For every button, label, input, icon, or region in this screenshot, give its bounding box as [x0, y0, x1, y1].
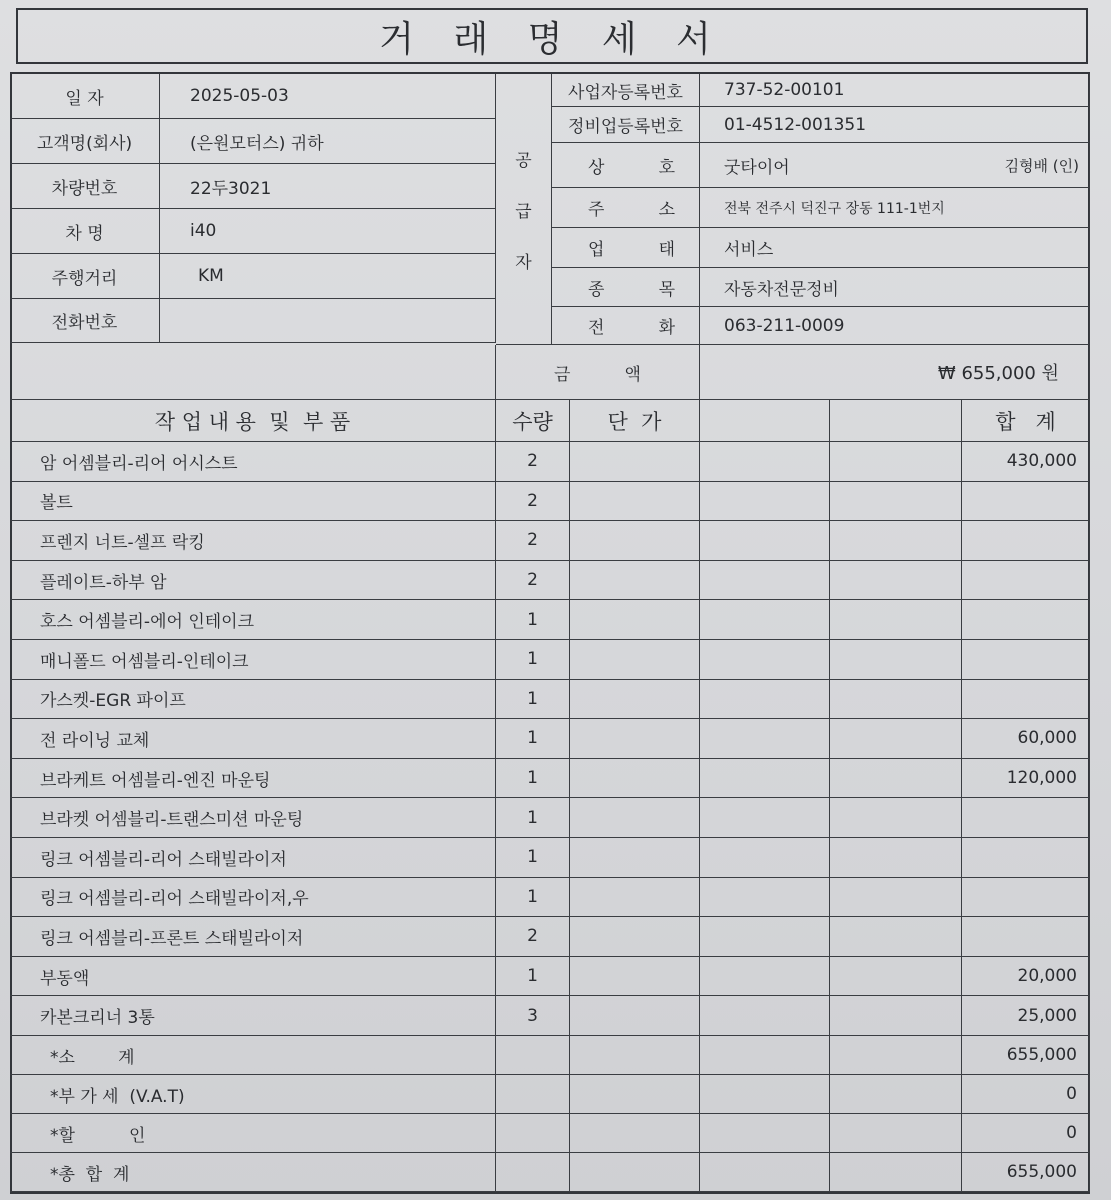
item-description: 브라켓 어셈블리-트랜스미션 마운팅	[10, 798, 496, 838]
summary-label: *할 인	[10, 1114, 496, 1153]
item-unit-price	[570, 917, 700, 957]
item-total	[962, 680, 1090, 720]
item-blank	[830, 680, 962, 720]
item-description: 프렌지 너트-셀프 락킹	[10, 521, 496, 561]
supplier-biz-item-label-char: 종	[588, 279, 605, 300]
item-unit-price	[570, 838, 700, 878]
item-blank	[830, 917, 962, 957]
item-blank	[700, 600, 830, 640]
item-blank	[700, 561, 830, 601]
item-unit-price	[570, 798, 700, 838]
customer-date-label: 일 자	[10, 74, 160, 119]
supplier-repair-reg-label: 정비업등록번호	[552, 107, 700, 143]
summary-blank	[496, 1153, 570, 1192]
supplier-company-label	[552, 143, 700, 188]
item-description: 브라케트 어셈블리-엔진 마운팅	[10, 759, 496, 799]
summary-blank	[496, 1075, 570, 1114]
supplier-side-label	[496, 74, 552, 345]
item-total: 120,000	[962, 759, 1090, 799]
supplier-address-label-char: 소	[658, 200, 675, 220]
item-description: 플레이트-하부 암	[10, 561, 496, 601]
item-blank	[700, 957, 830, 997]
supplier-biz-reg-value: 737-52-00101	[700, 74, 1090, 107]
item-quantity: 1	[496, 640, 570, 680]
item-unit-price	[570, 719, 700, 759]
supplier-biz-item-label	[552, 268, 700, 307]
customer-car-no-value: 22두3021	[160, 164, 496, 209]
item-quantity: 2	[496, 917, 570, 957]
summary-label: *소 계	[10, 1036, 496, 1075]
item-blank	[830, 482, 962, 522]
item-quantity: 2	[496, 482, 570, 522]
item-description: 가스켓-EGR 파이프	[10, 680, 496, 720]
item-unit-price	[570, 482, 700, 522]
summary-blank	[830, 1036, 962, 1075]
item-blank	[830, 798, 962, 838]
item-total: 25,000	[962, 996, 1090, 1036]
item-blank	[700, 640, 830, 680]
customer-mileage-value: KM	[160, 254, 496, 299]
item-unit-price	[570, 996, 700, 1036]
item-total	[962, 521, 1090, 561]
supplier-company-label-char: 호	[658, 157, 675, 178]
item-quantity: 2	[496, 442, 570, 482]
supplier-address-value: 전북 전주시 덕진구 장동 111-1번지	[700, 188, 1090, 228]
item-description: 호스 어셈블리-에어 인테이크	[10, 600, 496, 640]
item-unit-price	[570, 561, 700, 601]
supplier-tel-label	[552, 307, 700, 345]
item-blank	[830, 996, 962, 1036]
item-blank	[700, 680, 830, 720]
item-total: 430,000	[962, 442, 1090, 482]
item-description: 매니폴드 어셈블리-인테이크	[10, 640, 496, 680]
header-description: 작 업 내 용 및 부 품	[10, 400, 496, 442]
document-title: 거 래 명 세 서	[16, 8, 1088, 64]
summary-blank	[496, 1036, 570, 1075]
supplier-biz-type-label	[552, 228, 700, 268]
supplier-biz-item-label-char: 목	[658, 279, 675, 300]
customer-mileage-label: 주행거리	[10, 254, 160, 299]
item-quantity: 1	[496, 759, 570, 799]
item-quantity: 1	[496, 878, 570, 918]
summary-value: 0	[962, 1075, 1090, 1114]
supplier-company-name: 굿타이어	[724, 157, 790, 178]
supplier-tel-label-char: 전	[588, 318, 605, 338]
customer-car-name-value: i40	[160, 209, 496, 254]
supplier-side-char: 공	[515, 150, 532, 171]
item-description: 링크 어셈블리-리어 스태빌라이저	[10, 838, 496, 878]
item-blank	[700, 838, 830, 878]
header-unit-price: 단 가	[570, 400, 700, 442]
item-total	[962, 561, 1090, 601]
item-total	[962, 878, 1090, 918]
item-total	[962, 917, 1090, 957]
supplier-owner: 김형배 (인)	[1004, 156, 1079, 175]
item-blank	[700, 482, 830, 522]
item-description: 링크 어셈블리-리어 스태빌라이저,우	[10, 878, 496, 918]
item-quantity: 2	[496, 521, 570, 561]
summary-blank	[700, 1114, 830, 1153]
supplier-tel-label-char: 화	[658, 318, 675, 338]
supplier-side-char: 자	[515, 252, 532, 273]
supplier-tel-value: 063-211-0009	[700, 307, 1090, 345]
customer-client-value: (은원모터스) 귀하	[160, 119, 496, 164]
item-total	[962, 798, 1090, 838]
item-quantity: 2	[496, 561, 570, 601]
summary-blank	[570, 1075, 700, 1114]
summary-label: *총 합 계	[10, 1153, 496, 1192]
item-total	[962, 838, 1090, 878]
supplier-biz-type-label-char: 태	[658, 240, 675, 260]
item-blank	[700, 521, 830, 561]
item-blank	[830, 957, 962, 997]
amount-label: 금 액	[496, 345, 700, 400]
item-unit-price	[570, 521, 700, 561]
item-blank	[830, 561, 962, 601]
customer-car-name-label: 차 명	[10, 209, 160, 254]
customer-phone-label: 전화번호	[10, 299, 160, 343]
item-unit-price	[570, 759, 700, 799]
item-total	[962, 600, 1090, 640]
item-unit-price	[570, 680, 700, 720]
supplier-company-label-char: 상	[588, 157, 605, 178]
item-blank	[830, 759, 962, 799]
item-total	[962, 482, 1090, 522]
item-blank	[830, 521, 962, 561]
item-quantity: 3	[496, 996, 570, 1036]
supplier-company-value	[700, 143, 1090, 188]
item-total: 20,000	[962, 957, 1090, 997]
item-description: 링크 어셈블리-프론트 스태빌라이저	[10, 917, 496, 957]
customer-car-no-label: 차량번호	[10, 164, 160, 209]
item-description: 카본크리너 3통	[10, 996, 496, 1036]
summary-blank	[830, 1153, 962, 1192]
item-blank	[830, 640, 962, 680]
summary-blank	[570, 1153, 700, 1192]
item-blank	[700, 759, 830, 799]
item-description: 전 라이닝 교체	[10, 719, 496, 759]
customer-date-value: 2025-05-03	[160, 74, 496, 119]
item-blank	[700, 917, 830, 957]
summary-blank	[700, 1153, 830, 1192]
supplier-address-label	[552, 188, 700, 228]
amount-blank	[10, 345, 496, 400]
summary-label: *부 가 세 (V.A.T)	[10, 1075, 496, 1114]
item-unit-price	[570, 640, 700, 680]
summary-blank	[496, 1114, 570, 1153]
item-blank	[700, 878, 830, 918]
item-quantity: 1	[496, 600, 570, 640]
item-total: 60,000	[962, 719, 1090, 759]
item-quantity: 1	[496, 957, 570, 997]
customer-phone-value	[160, 299, 496, 343]
header-total: 합 계	[962, 400, 1090, 442]
amount-value: ₩ 655,000 원	[700, 345, 1090, 400]
item-blank	[700, 996, 830, 1036]
item-total	[962, 640, 1090, 680]
supplier-repair-reg-value: 01-4512-001351	[700, 107, 1090, 143]
summary-value: 655,000	[962, 1153, 1090, 1192]
item-unit-price	[570, 442, 700, 482]
item-blank	[830, 600, 962, 640]
item-quantity: 1	[496, 838, 570, 878]
supplier-biz-reg-label: 사업자등록번호	[552, 74, 700, 107]
item-blank	[830, 442, 962, 482]
supplier-biz-item-value: 자동차전문정비	[700, 268, 1090, 307]
supplier-address-label-char: 주	[588, 200, 605, 220]
item-quantity: 1	[496, 680, 570, 720]
summary-value: 655,000	[962, 1036, 1090, 1075]
summary-blank	[570, 1036, 700, 1075]
summary-blank	[830, 1075, 962, 1114]
item-unit-price	[570, 878, 700, 918]
header-blank	[700, 400, 830, 442]
summary-value: 0	[962, 1114, 1090, 1153]
header-blank	[830, 400, 962, 442]
summary-blank	[830, 1114, 962, 1153]
item-unit-price	[570, 957, 700, 997]
item-quantity: 1	[496, 798, 570, 838]
item-quantity: 1	[496, 719, 570, 759]
item-blank	[700, 719, 830, 759]
item-description: 부동액	[10, 957, 496, 997]
header-quantity: 수량	[496, 400, 570, 442]
item-unit-price	[570, 600, 700, 640]
supplier-biz-type-value: 서비스	[700, 228, 1090, 268]
item-blank	[830, 719, 962, 759]
item-blank	[700, 442, 830, 482]
supplier-side-char: 급	[515, 201, 532, 222]
item-blank	[830, 838, 962, 878]
summary-blank	[570, 1114, 700, 1153]
item-blank	[830, 878, 962, 918]
summary-blank	[700, 1036, 830, 1075]
item-description: 암 어셈블리-리어 어시스트	[10, 442, 496, 482]
supplier-biz-type-label-char: 업	[588, 240, 605, 260]
item-blank	[700, 798, 830, 838]
customer-client-label: 고객명(회사)	[10, 119, 160, 164]
summary-blank	[700, 1075, 830, 1114]
item-description: 볼트	[10, 482, 496, 522]
